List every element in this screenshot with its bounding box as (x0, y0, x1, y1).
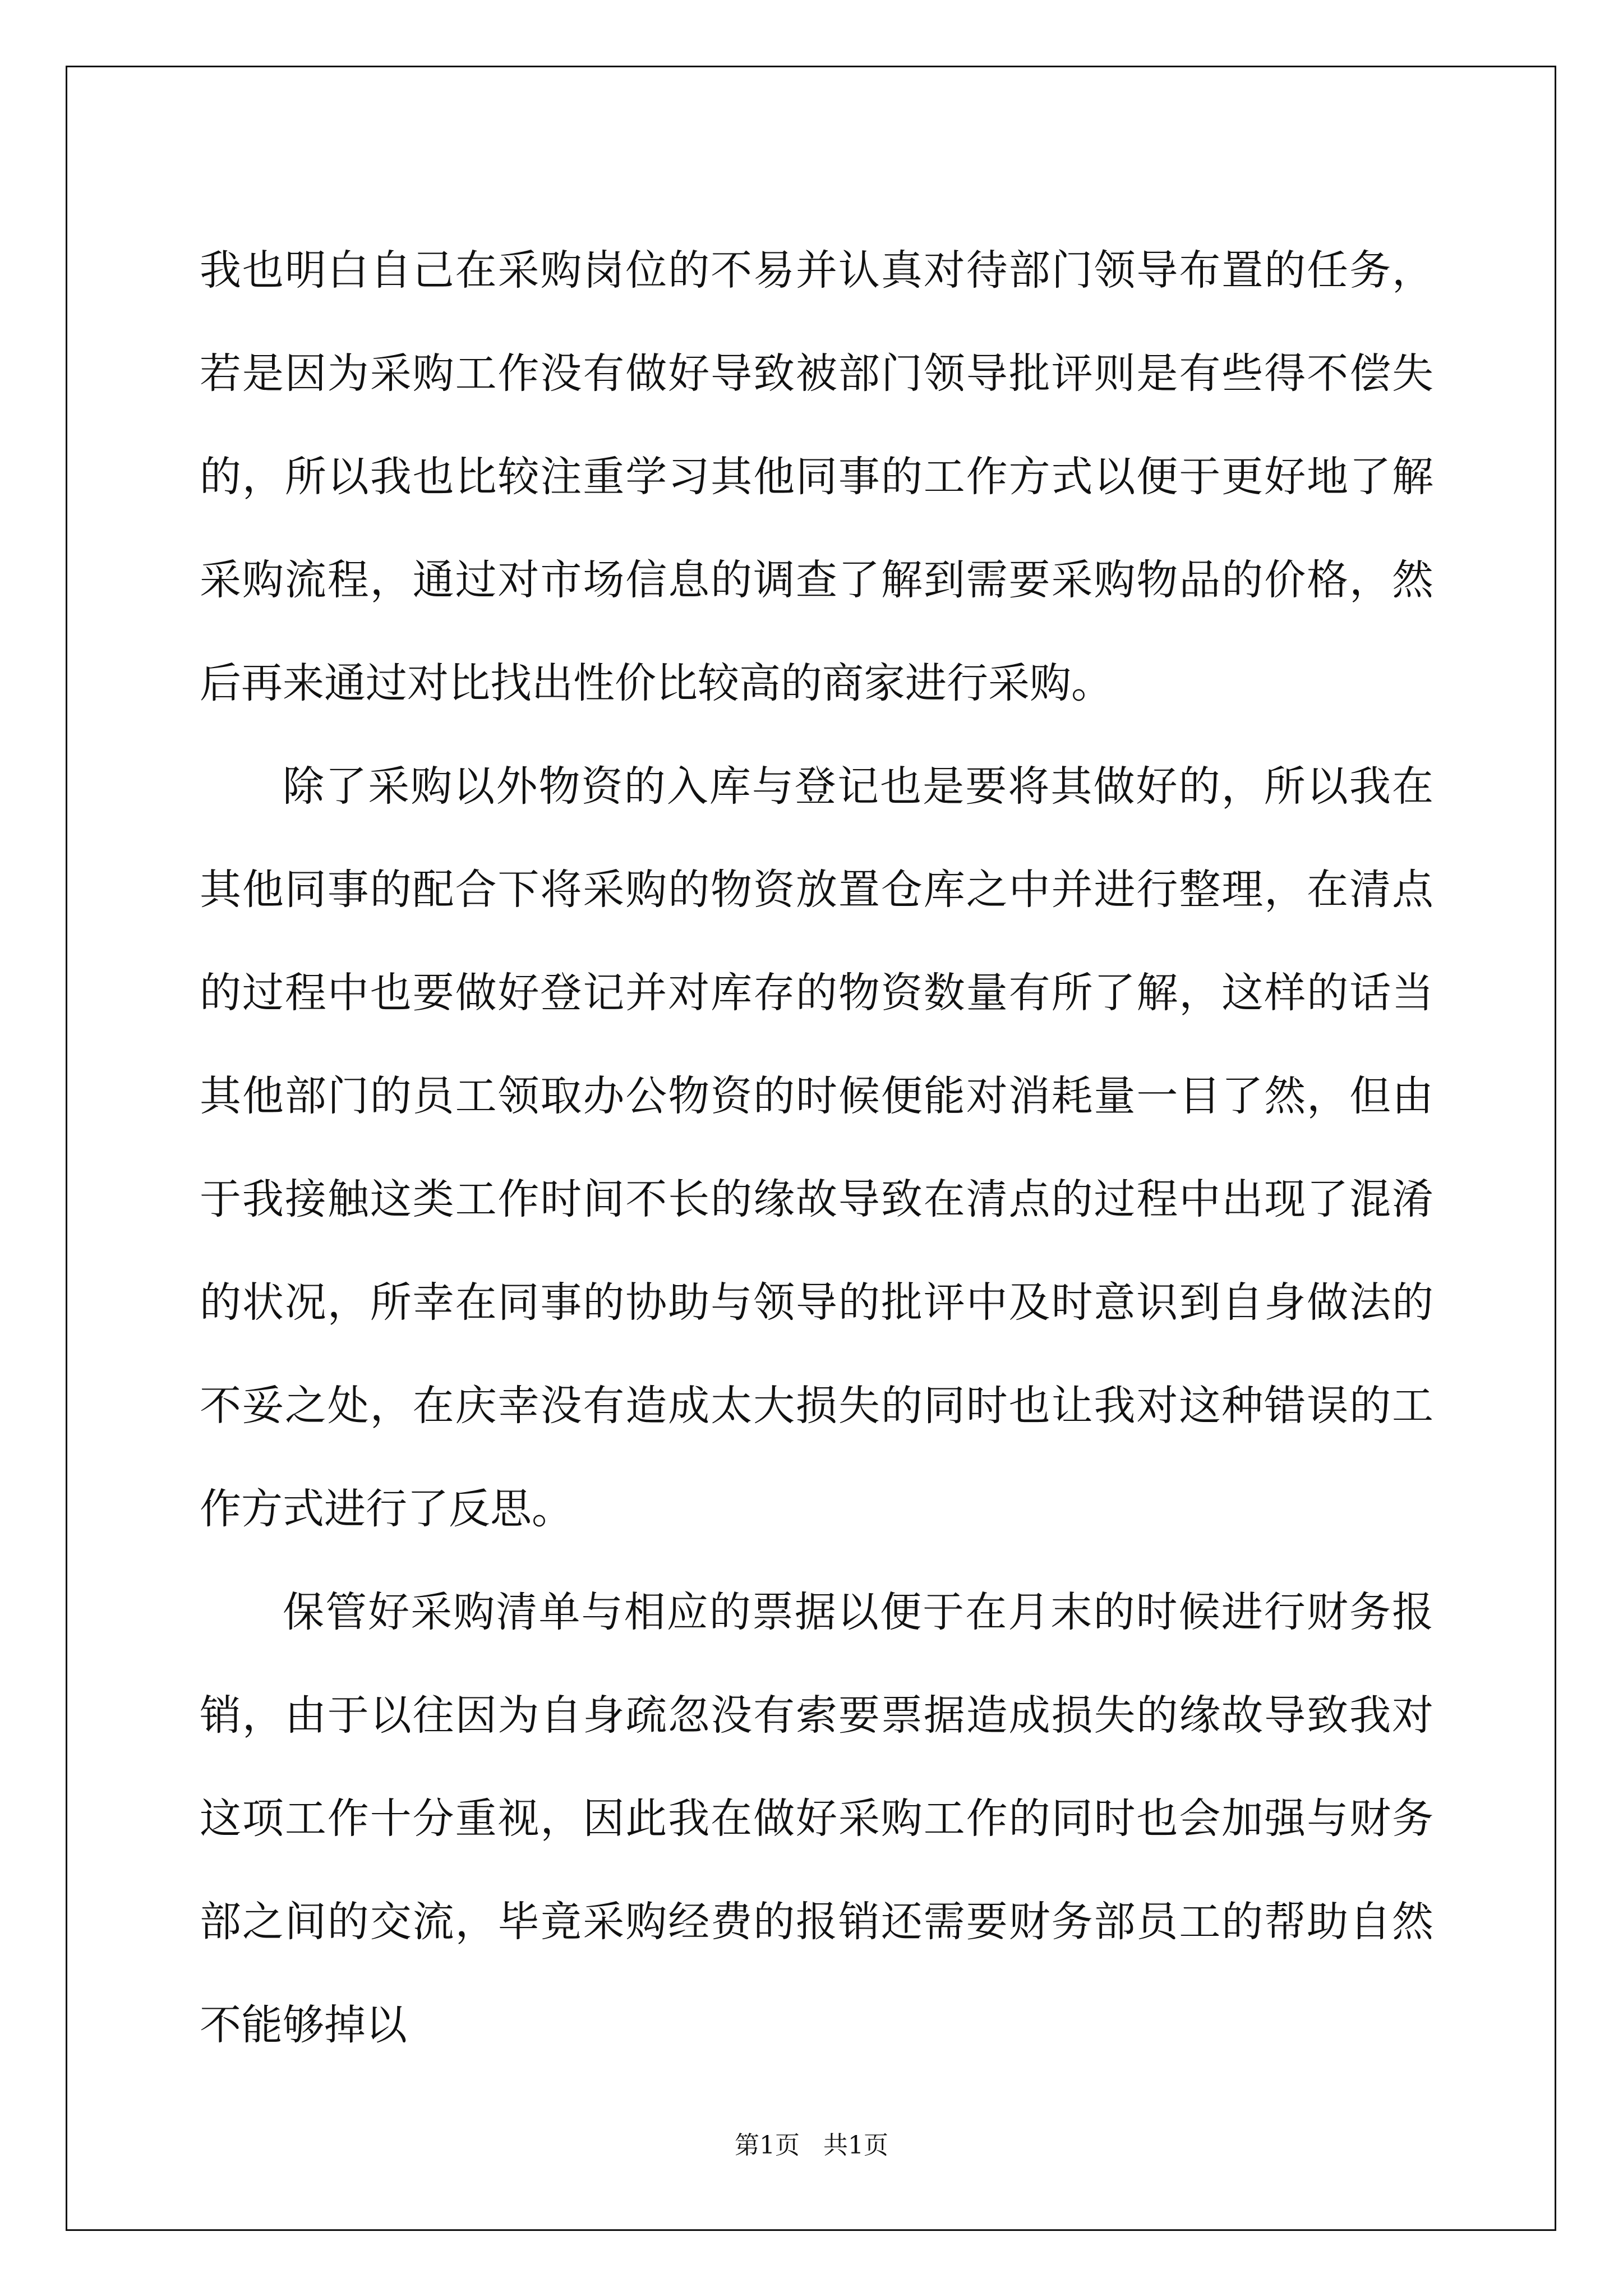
paragraph-1: 我也明白自己在采购岗位的不易并认真对待部门领导布置的任务，若是因为采购工作没有做好导致被部门领导批评则是有些得不偿失的，所以我也比较注重学习其他同事的工作方式以便于更好地了解采购流程，通过对市场信息的调查了解到需要采购物品的价格，然后再来通过对比找出性价比较高的商家进行采购。 (200, 246, 1433, 707)
page-number-footer: 第1页 共1页 (735, 2131, 888, 2160)
document-body (200, 219, 1433, 2077)
paragraph-2: 除了采购以外物资的入库与登记也是要将其做好的，所以我在其他同事的配合下将采购的物资放置仓库之中并进行整理，在清点的过程中也要做好登记并对库存的物资数量有所了解，这样的话当其他部门的员工领取办公物资的时候便能对消耗量一目了然，但由于我接触这类工作时间不长的缘故导致在清点的过程中出现了混淆的状况，所幸在同事的协助与领导的批评中及时意识到自身做法的不妥之处，在庆幸没有造成太大损失的同时也让我对这种错误的工作方式进行了反思。 (200, 762, 1433, 1533)
paragraph-3: 保管好采购清单与相应的票据以便于在月末的时候进行财务报销，由于以往因为自身疏忽没有索要票据造成损失的缘故导致我对这项工作十分重视，因此我在做好采购工作的同时也会加强与财务部之间的交流，毕竟采购经费的报销还需要财务部员工的帮助自然不能够掉以 (200, 1588, 1433, 2049)
